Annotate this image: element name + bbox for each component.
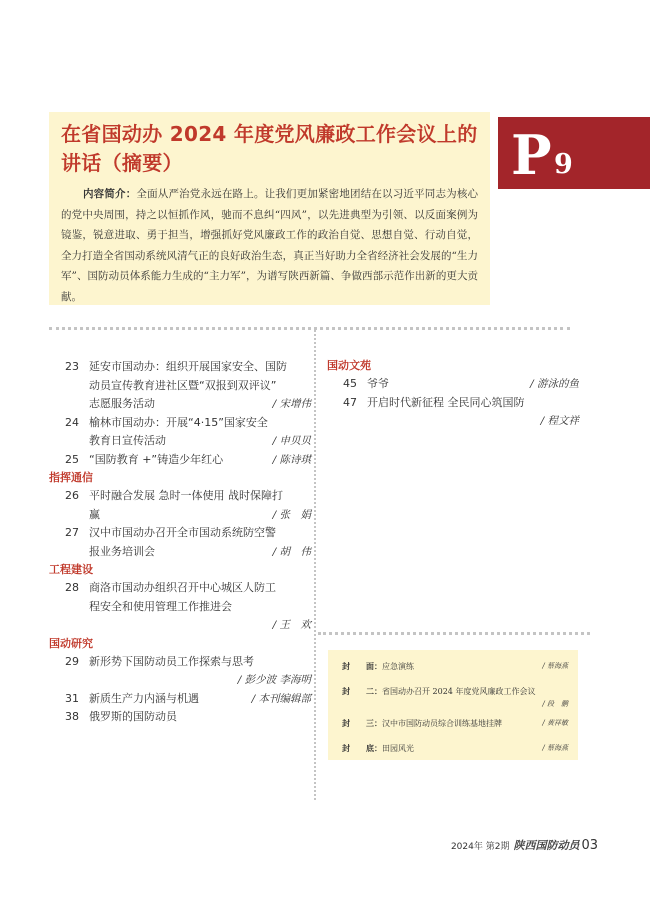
cover-credit-row	[342, 717, 568, 730]
toc-entry-title-line: 汉中市国动办召开全市国动系统防空警	[89, 526, 276, 539]
cover-credit-text: 汉中市国防动员综合训练基地挂牌	[382, 719, 502, 728]
toc-entry-title-line: 延安市国动办：组织开展国家安全、国防	[89, 360, 287, 373]
toc-entry[interactable]	[327, 375, 589, 394]
toc-entry-title-text: 报业务培训会	[89, 544, 155, 558]
toc-entry-author: / 彭少波 李海明	[237, 674, 311, 686]
cover-credit-author: / 段 鹏	[542, 700, 568, 708]
page-number-badge[interactable]	[498, 117, 650, 189]
toc-entry-author: / 游泳的鱼	[530, 378, 579, 390]
cover-credit-label: 封 面：	[342, 661, 382, 671]
toc-entry-author: / 申贝贝	[272, 435, 311, 447]
cover-credit-row	[342, 742, 568, 755]
cover-credit-author: / 蔡海燕	[542, 744, 568, 752]
intro-text: 全面从严治党永远在路上。让我们更加紧密地团结在以习近平同志为核心的党中央周围，持之以恒抓作风，驰而不息纠“四风”，以先进典型为引领、以反面案例为镜鉴，锐意进取、勇于担当，增强抓好党风廉政工作的政治自觉、思想自觉、行动自觉，全力打造全省国动系统风清气正的良好政治生态，真正当好助力全省经济社会发展的“生力军”、国防动员体系能力生成的“主力军”，为谱写陕西新篇、争做西部示范作出新的更大贡献。	[61, 188, 479, 303]
page-badge-number: 9	[554, 149, 573, 180]
divider-vertical	[314, 330, 316, 800]
article-summary-box	[49, 112, 490, 305]
toc-entry-title-line	[89, 690, 311, 709]
toc-entry-title-line	[89, 395, 311, 414]
toc-entry-title-line	[89, 432, 311, 451]
toc-entry-title-line	[367, 375, 589, 394]
toc-page-number: 24	[65, 415, 79, 429]
toc-entry-title-line	[89, 451, 311, 470]
cover-credit-text: 田园风光	[382, 744, 414, 753]
toc-entry-title-text: 爷爷	[367, 377, 389, 390]
toc-right-column	[327, 357, 589, 431]
toc-section-heading: 国动研究	[49, 636, 93, 650]
divider-top	[49, 327, 570, 330]
toc-entry[interactable]	[49, 451, 311, 470]
toc-entry-author: / 程文祥	[540, 415, 579, 427]
toc-page-number: 45	[343, 377, 357, 390]
toc-entry-title-text: 俄罗斯的国防动员	[89, 710, 177, 723]
toc-left-column	[49, 358, 311, 727]
divider-right-middle	[318, 632, 590, 635]
toc-entry-title-line: 榆林市国动办：开展“4·15”国家安全	[89, 415, 268, 429]
toc-entry-title-line	[89, 506, 311, 525]
page-badge-letter: P	[511, 123, 552, 187]
toc-entry[interactable]	[49, 653, 311, 690]
cover-credit-text: 省国动办召开 2024 年度党风廉政工作会议	[382, 687, 536, 696]
toc-entry-title-line: 新形势下国防动员工作探索与思考	[89, 654, 254, 668]
toc-entry-author: / 陈诗琪	[272, 453, 311, 466]
toc-entry[interactable]	[49, 487, 311, 524]
toc-entry-title-text: 教育日宣传活动	[89, 434, 166, 447]
toc-page-number: 31	[65, 691, 79, 705]
toc-entry-title-text: 赢	[89, 507, 100, 521]
toc-entry[interactable]	[49, 579, 311, 635]
toc-page-number: 47	[343, 395, 357, 409]
toc-page-number: 28	[65, 581, 79, 594]
cover-credit-row	[342, 660, 568, 673]
toc-page-number: 38	[65, 710, 79, 723]
toc-entry[interactable]	[327, 394, 589, 431]
page-number: 03	[581, 838, 598, 853]
page-footer	[451, 839, 598, 854]
toc-entry-author: / 本刊编辑部	[251, 692, 311, 705]
article-title[interactable]: 在省国动办 2024 年度党风廉政工作会议上的讲话（摘要）	[61, 122, 478, 175]
toc-entry-title-line: 商洛市国动办组织召开中心城区人防工	[89, 581, 276, 594]
toc-page-number: 26	[65, 489, 79, 502]
toc-entry-title-line: 开启时代新征程 全民同心筑国防	[367, 395, 525, 409]
cover-credit-author: / 蔡海燕	[542, 662, 568, 670]
toc-entry-title-text: 新质生产力内涵与机遇	[89, 691, 199, 705]
toc-entry[interactable]	[49, 690, 311, 709]
toc-entry-title-text: “国防教育 +”铸造少年红心	[89, 452, 224, 466]
toc-entry-author: / 胡 伟	[272, 545, 311, 558]
toc-entry-title-text: 志愿服务活动	[89, 397, 155, 410]
cover-credit-label: 封 底：	[342, 743, 382, 753]
toc-section-heading: 工程建设	[49, 563, 93, 576]
toc-entry[interactable]	[49, 414, 311, 451]
cover-credit-row	[342, 698, 568, 711]
cover-credit-label: 封 二：	[342, 686, 382, 696]
intro-label: 内容简介：	[83, 188, 137, 200]
toc-entry[interactable]	[49, 524, 311, 561]
cover-credit-label: 封 三：	[342, 718, 382, 728]
issue-label: 2024年 第2期	[450, 842, 510, 852]
toc-entry[interactable]	[49, 358, 311, 414]
toc-page-number: 25	[65, 452, 79, 466]
toc-entry-author: / 王 欢	[272, 619, 311, 631]
cover-credit-text: 应急演练	[382, 662, 414, 671]
toc-section-heading: 国动文苑	[327, 359, 371, 372]
toc-entry-title-line: 平时融合发展 急时一体使用 战时保障打	[89, 489, 283, 502]
toc-entry-author: / 张 娟	[272, 508, 311, 521]
cover-credit-row	[342, 685, 568, 698]
cover-credits-box	[328, 650, 578, 760]
toc-entry-title-line	[89, 708, 311, 727]
toc-page-number: 27	[65, 526, 79, 539]
toc-entry-author: / 宋增伟	[272, 398, 311, 410]
article-intro	[61, 184, 478, 307]
toc-section-heading: 指挥通信	[49, 471, 93, 484]
cover-credit-author: / 黄祥敏	[542, 719, 568, 727]
toc-page-number: 29	[65, 654, 79, 668]
toc-entry-title-line	[89, 543, 311, 562]
toc-entry[interactable]	[49, 708, 311, 727]
toc-page-number: 23	[65, 360, 79, 373]
magazine-name: 陕西国防动员	[513, 839, 580, 852]
toc-entry-title-line: 动员宣传教育进社区暨“双报到双评议”	[89, 378, 277, 392]
toc-entry-title-line: 程安全和使用管理工作推进会	[89, 599, 232, 613]
